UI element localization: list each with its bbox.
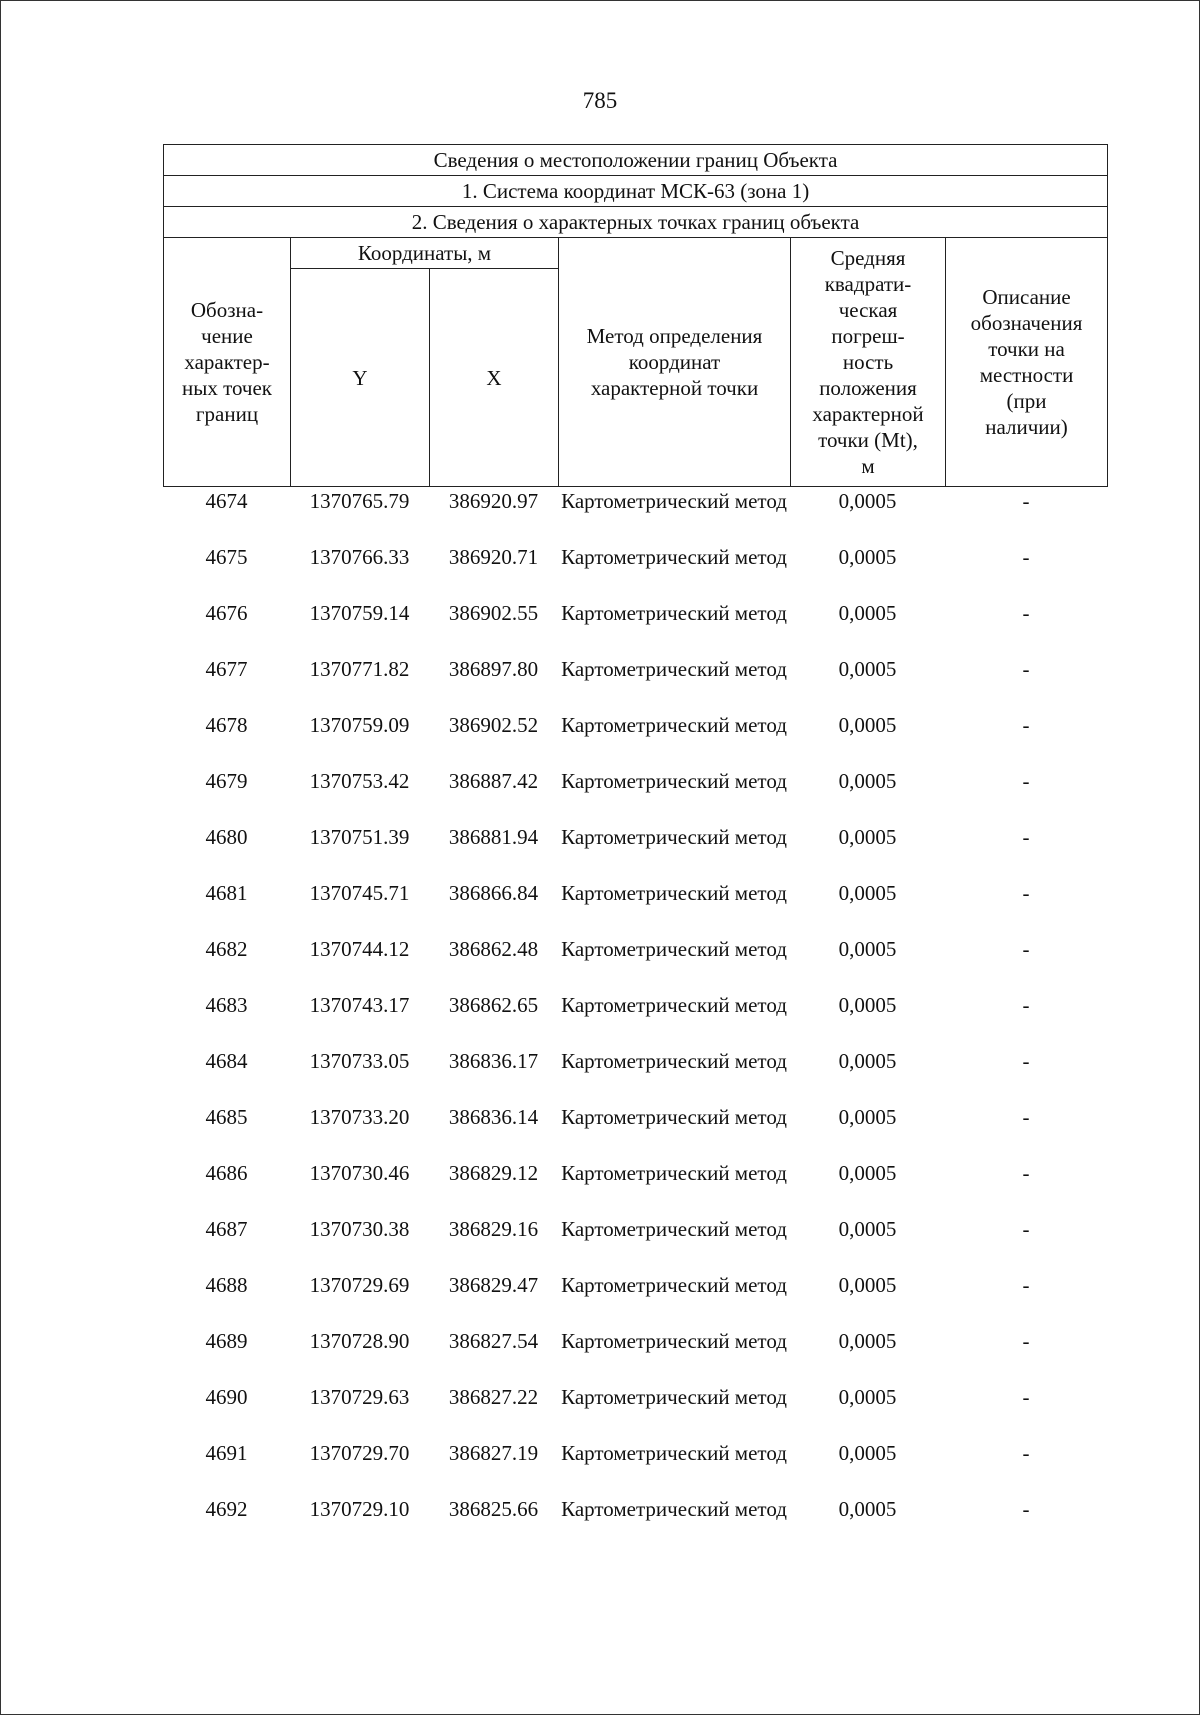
point-description: - [1022, 1441, 1030, 1465]
point-description: - [1022, 825, 1030, 849]
table-row [163, 711, 1107, 767]
coord-x: 386887.42 [448, 769, 539, 793]
coord-y: 1370765.79 [309, 489, 410, 513]
coord-x: 386836.17 [448, 1049, 539, 1073]
mean-square-error: 0,0005 [838, 1217, 897, 1241]
coord-y: 1370729.10 [309, 1497, 410, 1521]
mean-square-error: 0,0005 [838, 881, 897, 905]
method: Картометрический метод [561, 545, 787, 569]
point-id: 4676 [205, 601, 248, 625]
coord-x: 386829.12 [448, 1161, 539, 1185]
coord-x: 386862.48 [448, 937, 539, 961]
method: Картометрический метод [561, 489, 787, 513]
point-description: - [1022, 489, 1030, 513]
point-description: - [1022, 657, 1030, 681]
coord-y: 1370730.46 [309, 1161, 410, 1185]
mean-square-error: 0,0005 [838, 937, 897, 961]
method: Картометрический метод [561, 937, 787, 961]
point-description: - [1022, 1217, 1030, 1241]
coord-x: 386827.22 [448, 1385, 539, 1409]
table-row [163, 1383, 1107, 1439]
mean-square-error: 0,0005 [838, 545, 897, 569]
point-id: 4680 [205, 825, 248, 849]
mean-square-error: 0,0005 [838, 769, 897, 793]
col-y-label: Y [291, 269, 430, 487]
coord-y: 1370744.12 [309, 937, 410, 961]
col-x-label: X [430, 269, 559, 487]
point-id: 4689 [205, 1329, 248, 1353]
coord-y: 1370743.17 [309, 993, 410, 1017]
coord-y: 1370728.90 [309, 1329, 410, 1353]
mean-square-error: 0,0005 [838, 825, 897, 849]
coord-y: 1370751.39 [309, 825, 410, 849]
page-number: 785 [582, 88, 618, 113]
table-body [163, 487, 1107, 1551]
point-description: - [1022, 937, 1030, 961]
point-description: - [1022, 713, 1030, 737]
coord-y: 1370733.05 [309, 1049, 410, 1073]
point-id: 4691 [205, 1441, 248, 1465]
coordinate-system: 1. Система координат МСК-63 (зона 1) [164, 176, 1108, 207]
table-row [163, 1215, 1107, 1271]
mean-square-error: 0,0005 [838, 1441, 897, 1465]
coord-y: 1370730.38 [309, 1217, 410, 1241]
method: Картометрический метод [561, 1105, 787, 1129]
mean-square-error: 0,0005 [838, 713, 897, 737]
method: Картометрический метод [561, 825, 787, 849]
coord-y: 1370729.70 [309, 1441, 410, 1465]
table-row [163, 1439, 1107, 1495]
point-description: - [1022, 1273, 1030, 1297]
coord-y: 1370729.63 [309, 1385, 410, 1409]
mean-square-error: 0,0005 [838, 1273, 897, 1297]
table-row [163, 1103, 1107, 1159]
coord-y: 1370745.71 [309, 881, 410, 905]
coord-y: 1370771.82 [309, 657, 410, 681]
point-id: 4678 [205, 713, 248, 737]
method: Картометрический метод [561, 1273, 787, 1297]
point-description: - [1022, 769, 1030, 793]
mean-square-error: 0,0005 [838, 1049, 897, 1073]
table-row [163, 1047, 1107, 1103]
points-title: 2. Сведения о характерных точках границ объекта [164, 207, 1108, 238]
coord-x: 386827.19 [448, 1441, 539, 1465]
method: Картометрический метод [561, 769, 787, 793]
point-id: 4683 [205, 993, 248, 1017]
section-title: Сведения о местоположении границ Объекта [164, 145, 1108, 176]
point-id: 4682 [205, 937, 248, 961]
method: Картометрический метод [561, 1161, 787, 1185]
col-method-label: Метод определения координат характерной точки [559, 238, 791, 487]
mean-square-error: 0,0005 [838, 1161, 897, 1185]
table-row [163, 487, 1107, 543]
coord-y: 1370753.42 [309, 769, 410, 793]
point-description: - [1022, 1329, 1030, 1353]
coord-x: 386825.66 [448, 1497, 539, 1521]
point-description: - [1022, 1049, 1030, 1073]
coord-y: 1370759.09 [309, 713, 410, 737]
method: Картометрический метод [561, 1049, 787, 1073]
table-row [163, 1159, 1107, 1215]
point-id: 4690 [205, 1385, 248, 1409]
table-header [163, 144, 1108, 487]
coord-x: 386862.65 [448, 993, 539, 1017]
point-id: 4688 [205, 1273, 248, 1297]
mean-square-error: 0,0005 [838, 1385, 897, 1409]
coord-x: 386920.71 [448, 545, 539, 569]
method: Картометрический метод [561, 1217, 787, 1241]
method: Картометрический метод [561, 713, 787, 737]
table-row [163, 935, 1107, 991]
coord-y: 1370766.33 [309, 545, 410, 569]
method: Картометрический метод [561, 881, 787, 905]
coord-x: 386827.54 [448, 1329, 539, 1353]
table-row [163, 599, 1107, 655]
coordinates-table [163, 144, 1107, 1551]
coord-x: 386920.97 [448, 489, 539, 513]
coord-x: 386897.80 [448, 657, 539, 681]
coord-x: 386836.14 [448, 1105, 539, 1129]
point-id: 4681 [205, 881, 248, 905]
method: Картометрический метод [561, 1497, 787, 1521]
table-row [163, 655, 1107, 711]
point-id: 4677 [205, 657, 248, 681]
coord-x: 386902.52 [448, 713, 539, 737]
table-row [163, 543, 1107, 599]
mean-square-error: 0,0005 [838, 1497, 897, 1521]
point-id: 4687 [205, 1217, 248, 1241]
method: Картометрический метод [561, 1385, 787, 1409]
col-error-label: Средняя квадрати- ческая погреш- ность положения характерной точки (Mt), м [791, 238, 946, 487]
method: Картометрический метод [561, 1441, 787, 1465]
coord-x: 386829.16 [448, 1217, 539, 1241]
coord-y: 1370733.20 [309, 1105, 410, 1129]
point-description: - [1022, 993, 1030, 1017]
table-row [163, 1271, 1107, 1327]
point-id: 4675 [205, 545, 248, 569]
method: Картометрический метод [561, 657, 787, 681]
mean-square-error: 0,0005 [838, 1105, 897, 1129]
mean-square-error: 0,0005 [838, 601, 897, 625]
point-description: - [1022, 1161, 1030, 1185]
col-description-label: Описание обозначения точки на местности (при наличии) [946, 238, 1108, 487]
point-description: - [1022, 881, 1030, 905]
point-id: 4685 [205, 1105, 248, 1129]
coord-x: 386881.94 [448, 825, 539, 849]
method: Картометрический метод [561, 993, 787, 1017]
coord-x: 386829.47 [448, 1273, 539, 1297]
col-point-label: Обозна- чение характер- ных точек границ [164, 238, 291, 487]
mean-square-error: 0,0005 [838, 657, 897, 681]
coord-y: 1370759.14 [309, 601, 410, 625]
point-description: - [1022, 1497, 1030, 1521]
point-id: 4679 [205, 769, 248, 793]
method: Картометрический метод [561, 1329, 787, 1353]
method: Картометрический метод [561, 601, 787, 625]
table-row [163, 767, 1107, 823]
point-description: - [1022, 1105, 1030, 1129]
mean-square-error: 0,0005 [838, 993, 897, 1017]
point-description: - [1022, 545, 1030, 569]
table-row [163, 991, 1107, 1047]
point-id: 4686 [205, 1161, 248, 1185]
coord-y: 1370729.69 [309, 1273, 410, 1297]
coord-x: 386902.55 [448, 601, 539, 625]
table-row [163, 879, 1107, 935]
mean-square-error: 0,0005 [838, 489, 897, 513]
point-id: 4692 [205, 1497, 248, 1521]
table-row [163, 1495, 1107, 1551]
point-id: 4684 [205, 1049, 248, 1073]
col-coordinates-label: Координаты, м [291, 238, 559, 269]
table-row [163, 1327, 1107, 1383]
table-row [163, 823, 1107, 879]
coord-x: 386866.84 [448, 881, 539, 905]
mean-square-error: 0,0005 [838, 1329, 897, 1353]
point-description: - [1022, 601, 1030, 625]
point-description: - [1022, 1385, 1030, 1409]
point-id: 4674 [205, 489, 248, 513]
